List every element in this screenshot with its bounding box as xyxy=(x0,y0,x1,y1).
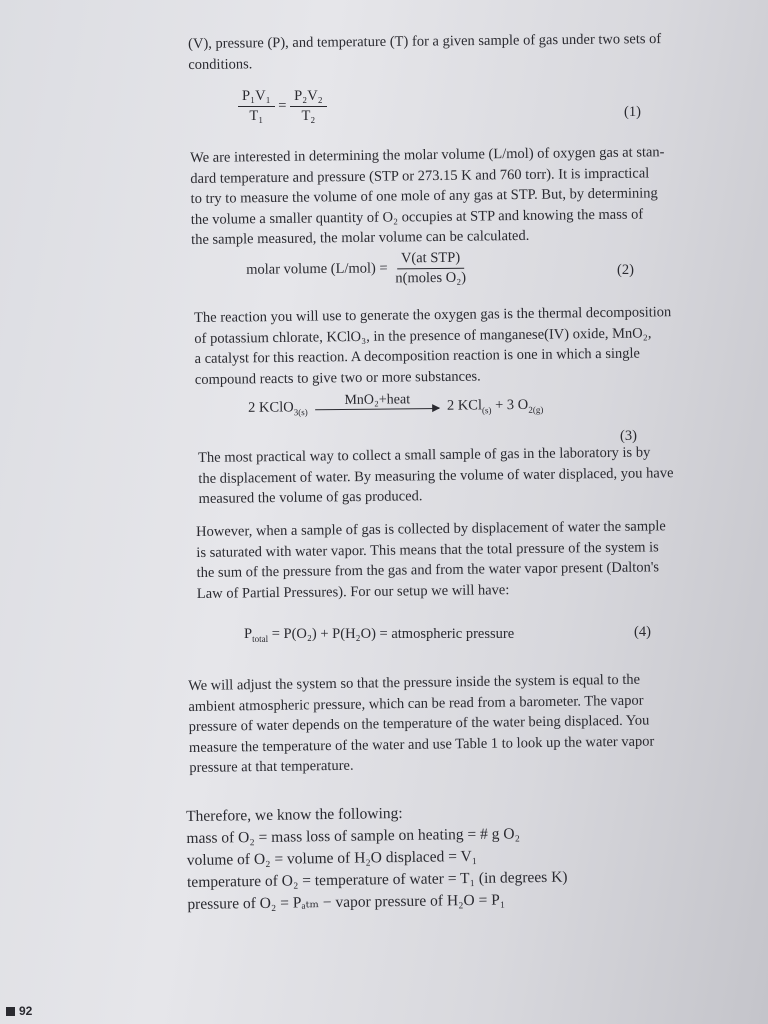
paragraph-line: Law of Partial Pressures). For our setup we will have: xyxy=(196,581,510,602)
paragraph-line: is saturated with water vapor. This means that the total pressure of the system is xyxy=(196,538,659,561)
summary-line: temperature of O₂ = temperature of water = T₁ (in degrees K) xyxy=(186,868,568,891)
intro-paragraph xyxy=(188,29,662,75)
eq2-label: molar volume (L/mol) = xyxy=(246,260,388,278)
vapor-pressure-paragraph xyxy=(188,670,655,779)
page-marker-icon xyxy=(6,1007,15,1016)
summary-line: pressure of O₂ = Pₐₜₘ − vapor pressure of H₂O = P₁ xyxy=(187,891,506,913)
eq4-rest: = P(O₂) + P(H₂O) = atmospheric pressure xyxy=(271,626,515,642)
reaction-arrow-icon xyxy=(315,408,439,410)
eq1-lhs-fraction xyxy=(238,88,275,125)
page-number xyxy=(6,1004,32,1018)
paragraph-line: the displacement of water. By measuring the volume of water displaced, you have xyxy=(198,464,674,487)
summary-line: mass of O₂ = mass loss of sample on heating = # g O₂ xyxy=(186,825,521,847)
reaction-paragraph xyxy=(194,302,672,390)
eq3-product1-sub: (s) xyxy=(481,405,492,416)
paragraph-line: measure the temperature of the water and use Table 1 to look up the water vapor xyxy=(188,732,655,756)
paragraph-line: dard temperature and pressure (STP or 273.15 K and 760 torr). It is impractical xyxy=(190,164,650,187)
equation-number-3: (3) xyxy=(620,428,637,444)
eq3-product1: 2 KCl xyxy=(446,397,483,414)
paragraph-line: a catalyst for this reaction. A decomposition reaction is one in which a single xyxy=(194,345,641,367)
eq3-reactant-sub: 3(s) xyxy=(293,407,308,418)
eq3-condition: MnO₂+heat xyxy=(344,392,411,408)
summary-line: volume of O₂ = volume of H₂O displaced = V₁ xyxy=(186,847,478,869)
paragraph-line: to try to measure the volume of one mole of any gas at STP. But, by determining xyxy=(190,185,658,207)
paragraph-line: The reaction you will use to generate the oxygen gas is the thermal decomposition xyxy=(194,304,672,326)
eq3-product2-sub: 2(g) xyxy=(528,404,544,415)
eq1-rhs-numerator: P₂V₂ xyxy=(290,88,327,107)
eq4-p: P xyxy=(244,626,253,642)
paragraph-line: the volume a smaller quantity of O₂ occupies at STP and knowing the mass of xyxy=(190,205,644,228)
intro-line: conditions. xyxy=(188,55,253,73)
equation-number-1: (1) xyxy=(624,104,641,120)
eq1-lhs-numerator: P₁V₁ xyxy=(238,88,275,107)
eq1-equals: = xyxy=(278,97,287,114)
paragraph-line: the sum of the pressure from the gas and from the water vapor present (Dalton's xyxy=(196,559,660,581)
eq4-p-sub: total xyxy=(252,633,269,644)
paragraph-line: measured the volume of gas produced. xyxy=(198,488,423,507)
paragraph-line: of potassium chlorate, KClO₃, in the presence of manganese(IV) oxide, MnO₂, xyxy=(194,324,652,347)
equation-number-4: (4) xyxy=(634,624,651,640)
paragraph-line: We will adjust the system so that the pressure inside the system is equal to the xyxy=(188,671,641,694)
intro-line: (V), pressure (P), and temperature (T) for a given sample of gas under two sets of xyxy=(188,31,662,52)
eq2-numerator: V(at STP) xyxy=(397,250,464,270)
equation-4 xyxy=(244,626,514,644)
paragraph-line: compound reacts to give two or more substances. xyxy=(194,368,481,388)
molar-volume-paragraph xyxy=(190,142,666,250)
eq1-rhs-fraction xyxy=(290,88,327,125)
paragraph-line: pressure at that temperature. xyxy=(189,757,354,776)
paragraph-line: the sample measured, the molar volume can be calculated. xyxy=(191,227,530,248)
eq2-fraction xyxy=(391,250,470,288)
equation-1 xyxy=(238,88,327,125)
eq1-lhs-denominator: T₁ xyxy=(249,108,264,124)
eq3-reactant: 2 KClO xyxy=(248,399,294,416)
summary-line: Therefore, we know the following: xyxy=(186,804,403,825)
eq3-arrow xyxy=(315,392,439,422)
paragraph-line: However, when a sample of gas is collected by displacement of water the sample xyxy=(196,518,666,540)
equation-number-2: (2) xyxy=(617,262,634,278)
displacement-paragraph xyxy=(198,442,674,509)
page-number-text: 92 xyxy=(19,1004,33,1018)
paragraph-line: We are interested in determining the molar volume (L/mol) of oxygen gas at stan- xyxy=(190,144,665,166)
summary-list xyxy=(186,801,568,916)
eq1-rhs-denominator: T₂ xyxy=(301,108,316,124)
dalton-paragraph xyxy=(196,516,667,604)
equation-3 xyxy=(248,391,543,423)
eq2-denominator: n(moles O₂) xyxy=(395,269,467,287)
paragraph-line: pressure of water depends on the temperature of the water being displaced. You xyxy=(188,712,650,735)
eq3-product2: + 3 O xyxy=(495,396,529,414)
paragraph-line: The most practical way to collect a small sample of gas in the laboratory is by xyxy=(198,444,651,466)
paragraph-line: ambient atmospheric pressure, which can be read from a barometer. The vapor xyxy=(188,692,644,715)
equation-2 xyxy=(246,250,470,289)
